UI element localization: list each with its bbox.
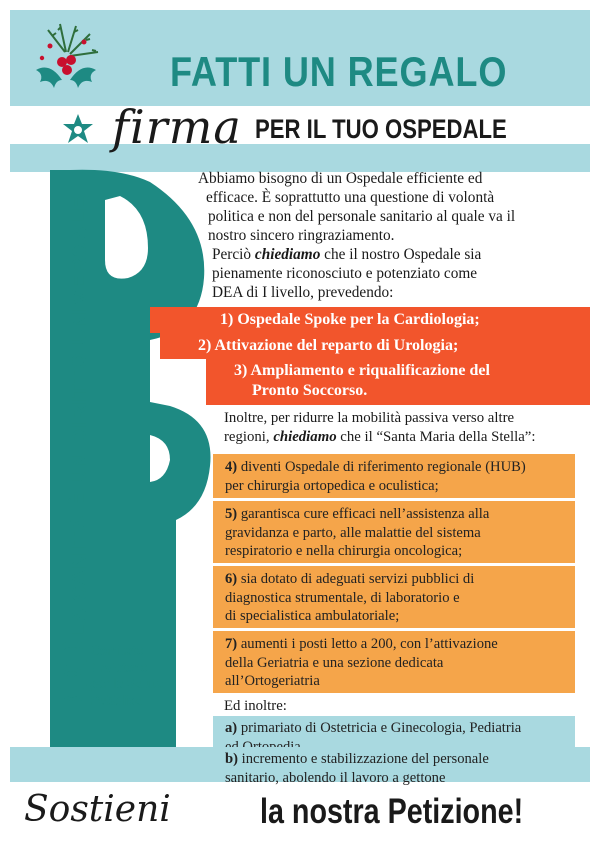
- request-item: [213, 454, 575, 498]
- intro-line: politica e non del personale sanitario al quale va il: [208, 208, 516, 225]
- request-text: garantisca cure efficaci nell’assistenza alla: [240, 506, 490, 522]
- intro-line: Abbiamo bisogno di un Ospedale efficiente ed: [198, 170, 483, 187]
- chiediamo-emphasis: chiediamo: [254, 246, 321, 263]
- middle-text: che il “Santa Maria della Stella”:: [336, 429, 536, 445]
- priority-bar: 2) Attivazione del reparto di Urologia;: [160, 333, 590, 359]
- middle-text: regioni,: [224, 429, 274, 445]
- logo-icon: [50, 638, 96, 708]
- side-slogan: LA SANITÀ È UN DIRITTO UNIVERSALE: [68, 195, 91, 638]
- request-text: della Geriatria e una sezione dedicata: [225, 654, 444, 671]
- chiediamo-emphasis: chiediamo: [273, 429, 337, 445]
- priority-bar: [206, 359, 590, 405]
- extra-number: a): [225, 720, 238, 736]
- footer-title: la nostra Petizione!: [260, 792, 524, 831]
- logo-line: Pubblica: [91, 692, 142, 708]
- footer-script: Sostieni: [24, 789, 171, 830]
- firma-script: firma: [112, 100, 242, 154]
- middle-line: [224, 428, 535, 447]
- request-text: respiratorio e nella chirurgia oncologica;: [225, 543, 463, 560]
- intro-line: pienamente riconosciuto e potenziato come: [212, 265, 478, 282]
- request-number: 5): [225, 506, 238, 522]
- extra-text: primariato di Ostetricia e Ginecologia, Pediatria: [240, 720, 522, 736]
- poster: [10, 10, 590, 841]
- request-number: 4): [225, 459, 238, 475]
- request-text: diagnostica strumentale, di laboratorio e: [225, 589, 460, 606]
- request-text: per chirurgia ortopedica e oculistica;: [225, 477, 439, 494]
- priority-line: 3) Ampliamento e riqualificazione del: [234, 362, 490, 379]
- intro-line: [212, 246, 481, 265]
- extra-number: b): [225, 751, 238, 767]
- intro-line: DEA di I livello, prevedendo:: [212, 284, 394, 301]
- intro-line: nostro sincero ringraziamento.: [208, 227, 395, 244]
- request-text: sia dotato di adeguati servizi pubblici di: [240, 571, 475, 587]
- request-text: aumenti i posti letto a 200, con l’attivazione: [240, 636, 498, 652]
- page-title: FATTI UN REGALO: [170, 48, 508, 95]
- extra-text: incremento e stabilizzazione del personale: [241, 751, 489, 767]
- page-subtitle: PER IL TUO OSPEDALE: [255, 114, 507, 144]
- request-item: [213, 501, 575, 563]
- logo-line: Comitato: [91, 643, 144, 658]
- request-number: 6): [225, 571, 238, 587]
- extra-item: [213, 747, 575, 785]
- request-text: all’Ortogeriatria: [225, 673, 320, 690]
- intro-line: efficace. È soprattutto una questione di volontà: [206, 189, 495, 206]
- priority-line: Pronto Soccorso.: [252, 382, 368, 399]
- also-heading: Ed inoltre:: [224, 698, 287, 714]
- logo-line: Orvietano: [91, 659, 148, 675]
- request-item: [213, 566, 575, 628]
- request-text: di specialistica ambulatoriale;: [225, 608, 400, 625]
- logo-line: per la Salute: [91, 676, 164, 691]
- extra-text: sanitario, abolendo il lavoro a gettone: [225, 769, 446, 786]
- request-number: 7): [225, 636, 238, 652]
- request-text: gravidanza e parto, alle malattie del sistema: [225, 524, 481, 541]
- request-item: [213, 631, 575, 693]
- priority-bar: 1) Ospedale Spoke per la Cardiologia;: [150, 307, 590, 333]
- intro-text: che il nostro Ospedale sia: [320, 246, 482, 263]
- request-text: diventi Ospedale di riferimento regionale (HUB): [240, 459, 526, 475]
- intro-text: Perciò: [212, 246, 255, 263]
- middle-line: Inoltre, per ridurre la mobilità passiva verso altre: [224, 410, 515, 426]
- logo-text: [91, 643, 163, 709]
